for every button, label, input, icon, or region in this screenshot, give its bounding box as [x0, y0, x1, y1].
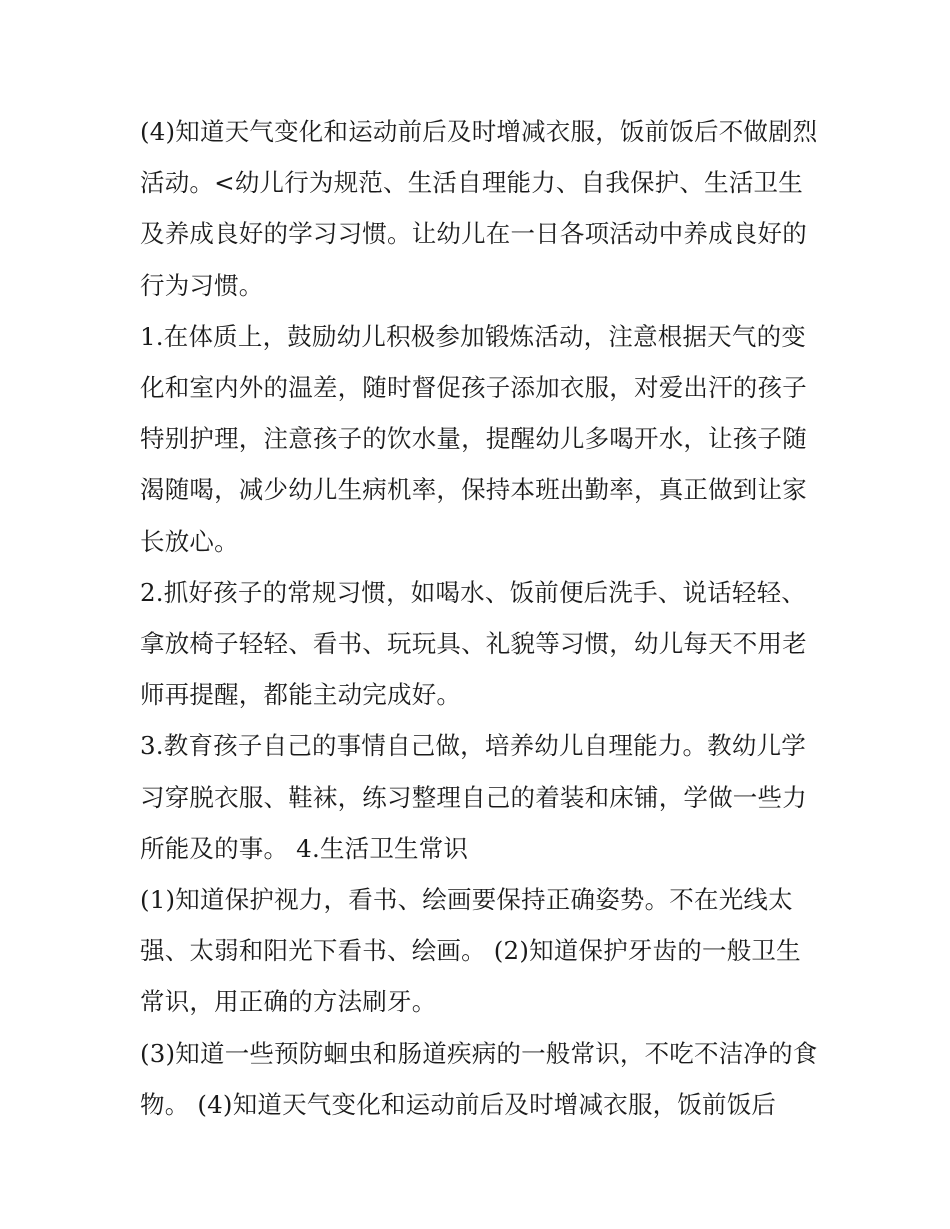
paragraph-5: (1)知道保护视力，看书、绘画要保持正确姿势。不在光线太强、太弱和阳光下看书、绘画。 (2)知道保护牙齿的一般卫生常识，用正确的方法刷牙。: [140, 885, 801, 1017]
paragraph-3: 2.抓好孩子的常规习惯，如喝水、饭前便后洗手、说话轻轻、拿放椅子轻轻、看书、玩玩具、礼貌等习惯，幼儿每天不用老师再提醒，都能主动完成好。: [140, 577, 807, 710]
paragraph-6: (3)知道一些预防蛔虫和肠道疾病的一般常识，不吃不洁净的食物。 (4)知道天气变化和运动前后及时增减衣服，饭前饭后: [140, 1038, 818, 1119]
paragraph-2: 1.在体质上，鼓励幼儿积极参加锻炼活动，注意根据天气的变化和室内外的温差，随时督促孩子添加衣服，对爱出汗的孩子特别护理，注意孩子的饮水量，提醒幼儿多喝开水，让孩子随渴随喝，减少幼儿生病机率，保持本班出勤率，真正做到让家长放心。: [140, 321, 807, 556]
document-body: [140, 106, 820, 1130]
paragraph-1: (4)知道天气变化和运动前后及时增减衣服，饭前饭后不做剧烈活动。<幼儿行为规范、生活自理能力、自我保护、生活卫生及养成良好的学习习惯。让幼儿在一日各项活动中养成良好的行为习惯。: [140, 117, 818, 300]
paragraph-4: 3.教育孩子自己的事情自己做，培养幼儿自理能力。教幼儿学习穿脱衣服、鞋袜，练习整理自己的着装和床铺，学做一些力所能及的事。 4.生活卫生常识: [140, 731, 807, 863]
